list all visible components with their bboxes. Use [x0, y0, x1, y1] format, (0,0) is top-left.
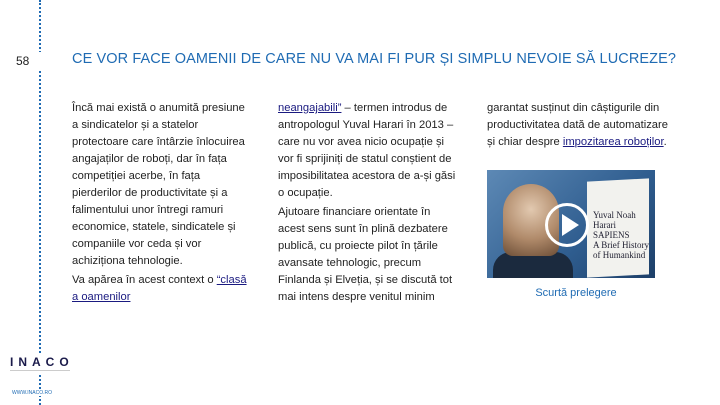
website-url[interactable]: WWW.INACO.RO — [12, 390, 52, 396]
slide-number: 58 — [6, 52, 46, 70]
inaco-logo — [10, 355, 74, 375]
paragraph — [72, 272, 252, 306]
paragraph — [278, 100, 460, 202]
paragraph: Încă mai există o anumită presiune a sindicatelor și a statelor protectoare care întârzie înlocuirea angajaților de roboți, dar în fața competiției acerbe, în fața pierderilor de productivitate și a falimentului unor întregi ramuri economice, statele, sindicatele și companiile vor ceda și vor achiziționa tehnologie. — [72, 102, 245, 267]
paragraph — [487, 100, 677, 151]
logo-text: INACO — [10, 355, 74, 369]
paragraph: Ajutoare financiare orientate în acest sens sunt în plină dezbatere publică, cu proiecte pilot în țările avansate tehnologic, precum Finlanda și Elveția, și se discută tot mai intens despre venitul minim — [278, 206, 453, 303]
slide-sidebar — [0, 0, 62, 405]
paragraph-end: . — [663, 136, 667, 148]
logo-tagline — [10, 370, 70, 375]
video-thumbnail[interactable] — [487, 170, 655, 278]
video-caption[interactable]: Scurtă prelegere — [535, 287, 617, 299]
play-triangle-icon — [562, 214, 579, 236]
paragraph-text: Va apărea în acest context o — [72, 274, 217, 286]
text-column-2 — [278, 100, 460, 308]
text-column-3 — [487, 100, 677, 153]
paragraph-text: garantat susținut din câștigurile din productivitatea dată de automatizare și chiar despre — [487, 102, 668, 148]
link-neangajabili[interactable]: neangajabili” — [278, 102, 342, 114]
paragraph-text: – termen introdus de antropologul Yuval Harari în 2013 – care nu vor avea nicio ocupație și vor fi sprijiniți de statul conștient de imposibilitatea acestora de a-și găsi o ocupație. — [278, 102, 456, 199]
link-clasa-oamenilor[interactable]: “clasă a oamenilor — [72, 274, 247, 303]
text-column-1 — [72, 100, 252, 308]
slide-title: CE VOR FACE OAMENII DE CARE NU VA MAI FI PUR ȘI SIMPLU NEVOIE SĂ LUCREZE? — [72, 51, 677, 67]
link-impozitarea-robotilor[interactable]: impozitarea roboților — [562, 136, 664, 148]
play-icon[interactable] — [545, 203, 589, 247]
book-cover-text: Yuval Noah Harari SAPIENS A Brief History of Humankind — [593, 210, 649, 260]
